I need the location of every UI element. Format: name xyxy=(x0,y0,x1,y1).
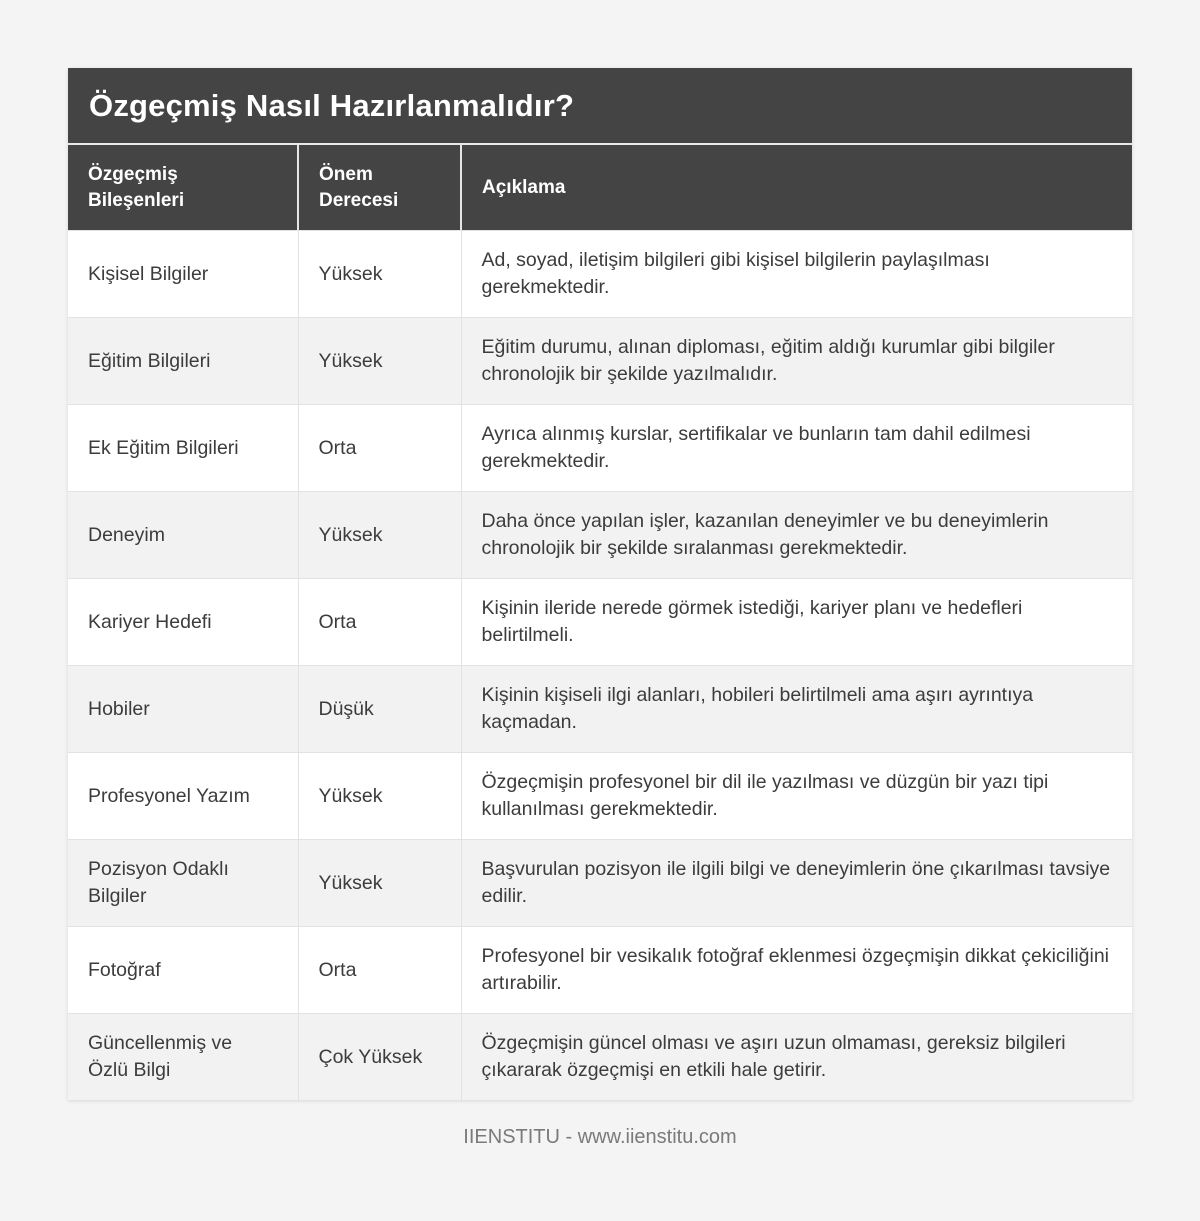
cell-importance: Yüksek xyxy=(298,318,461,405)
table-row xyxy=(68,579,1132,666)
infographic-card xyxy=(68,68,1132,1100)
cell-description: Daha önce yapılan işler, kazanılan deneyimler ve bu deneyimlerin chronolojik bir şekilde sıralanması gerekmektedir. xyxy=(461,492,1132,579)
cell-importance: Yüksek xyxy=(298,753,461,840)
cell-component: Pozisyon Odaklı Bilgiler xyxy=(68,840,298,927)
footer-credit: IIENSTITU - www.iienstitu.com xyxy=(463,1126,737,1148)
table-row xyxy=(68,231,1132,318)
cell-importance: Yüksek xyxy=(298,840,461,927)
cell-importance: Orta xyxy=(298,927,461,1014)
cell-description: Profesyonel bir vesikalık fotoğraf eklenmesi özgeçmişin dikkat çekiciliğini artırabilir. xyxy=(461,927,1132,1014)
cell-description: Eğitim durumu, alınan diploması, eğitim aldığı kurumlar gibi bilgiler chronolojik bir şekilde yazılmalıdır. xyxy=(461,318,1132,405)
cell-importance: Yüksek xyxy=(298,231,461,318)
cell-component: Güncellenmiş ve Özlü Bilgi xyxy=(68,1014,298,1101)
cell-component: Kariyer Hedefi xyxy=(68,579,298,666)
page-title: Özgeçmiş Nasıl Hazırlanmalıdır? xyxy=(89,87,575,123)
cell-component: Kişisel Bilgiler xyxy=(68,231,298,318)
table-row xyxy=(68,405,1132,492)
cell-importance: Orta xyxy=(298,579,461,666)
cell-importance: Orta xyxy=(298,405,461,492)
cell-component: Ek Eğitim Bilgileri xyxy=(68,405,298,492)
column-header-importance: Önem Derecesi xyxy=(298,145,461,231)
column-header-description: Açıklama xyxy=(461,145,1132,231)
cell-component: Profesyonel Yazım xyxy=(68,753,298,840)
cell-importance: Çok Yüksek xyxy=(298,1014,461,1101)
resume-components-table xyxy=(68,145,1132,1100)
title-bar xyxy=(68,68,1132,145)
table-row xyxy=(68,840,1132,927)
cell-description: Kişinin ileride nerede görmek istediği, kariyer planı ve hedefleri belirtilmeli. xyxy=(461,579,1132,666)
cell-importance: Düşük xyxy=(298,666,461,753)
cell-description: Özgeçmişin güncel olması ve aşırı uzun olmaması, gereksiz bilgileri çıkararak özgeçmişi en etkili hale getirir. xyxy=(461,1014,1132,1101)
cell-component: Deneyim xyxy=(68,492,298,579)
cell-component: Hobiler xyxy=(68,666,298,753)
cell-description: Özgeçmişin profesyonel bir dil ile yazılması ve düzgün bir yazı tipi kullanılması gerekmektedir. xyxy=(461,753,1132,840)
cell-component: Eğitim Bilgileri xyxy=(68,318,298,405)
table-row xyxy=(68,927,1132,1014)
cell-description: Kişinin kişiseli ilgi alanları, hobileri belirtilmeli ama aşırı ayrıntıya kaçmadan. xyxy=(461,666,1132,753)
cell-description: Ayrıca alınmış kurslar, sertifikalar ve bunların tam dahil edilmesi gerekmektedir. xyxy=(461,405,1132,492)
cell-importance: Yüksek xyxy=(298,492,461,579)
table-row xyxy=(68,492,1132,579)
table-row xyxy=(68,318,1132,405)
cell-component: Fotoğraf xyxy=(68,927,298,1014)
cell-description: Başvurulan pozisyon ile ilgili bilgi ve deneyimlerin öne çıkarılması tavsiye edilir. xyxy=(461,840,1132,927)
table-header-row xyxy=(68,145,1132,231)
table-row xyxy=(68,1014,1132,1101)
column-header-component: Özgeçmiş Bileşenleri xyxy=(68,145,298,231)
cell-description: Ad, soyad, iletişim bilgileri gibi kişisel bilgilerin paylaşılması gerekmektedir. xyxy=(461,231,1132,318)
table-row xyxy=(68,753,1132,840)
table-row xyxy=(68,666,1132,753)
